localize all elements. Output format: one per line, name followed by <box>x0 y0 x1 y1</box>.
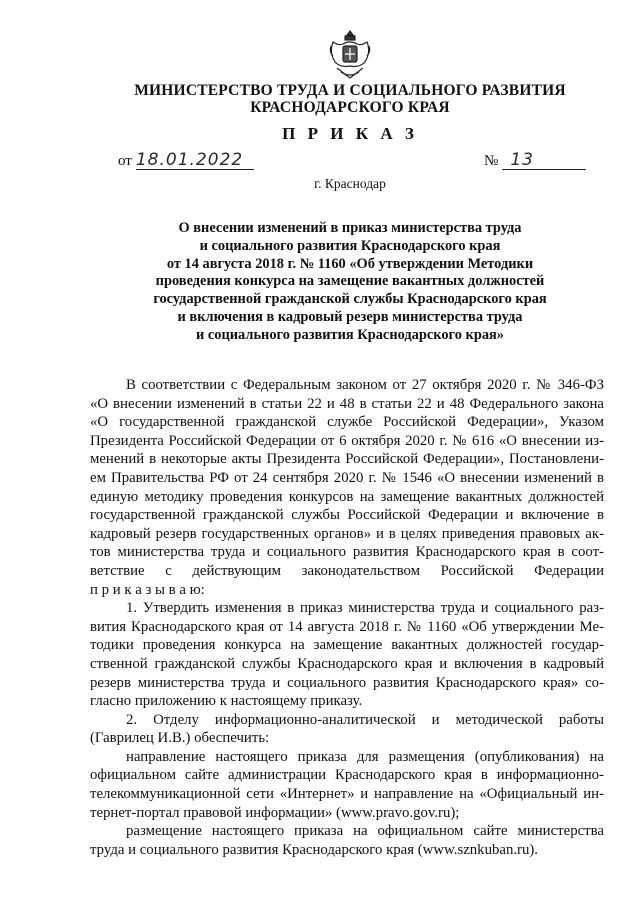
body-line: вития Краснодарского края от 14 августа 2018 г. № 1160 «Об утверждении Ме- <box>90 618 604 635</box>
body-line: телекоммуникационной сети «Интернет» и направление на «Официальный ин- <box>90 786 604 803</box>
body-line: «О государственной гражданской службе Российской Федерации», Указом <box>90 414 604 431</box>
date-line <box>136 152 254 170</box>
document-type: П Р И К А З <box>282 124 418 143</box>
body-line: ветствие с действующим законодательством Российской Федерации <box>90 562 604 579</box>
order-subject <box>110 220 590 345</box>
subject-line: государственной гражданской службы Краснодарского края <box>153 291 547 308</box>
order-body <box>90 376 604 859</box>
date-value: 18.01.2022 <box>135 150 244 170</box>
body-line: государственной гражданской службы Российской Федерации и включение в <box>90 507 604 524</box>
subject-line: и включения в кадровый резерв министерства труда <box>177 308 523 325</box>
ministry-name <box>100 82 600 116</box>
body-line: «О внесении изменений в статьи 22 и 48 в статьи 22 и 48 Федерального закона <box>90 395 604 412</box>
date-field <box>118 152 254 170</box>
ministry-line-2: КРАСНОДАРСКОГО КРАЯ <box>250 99 450 116</box>
body-line: 2. Отделу информационно-аналитической и методической работы <box>126 711 604 728</box>
subject-line: от 14 августа 2018 г. № 1160 «Об утверждении Методики <box>166 255 534 272</box>
body-line: Президента Российской Федерации от 6 октября 2020 г. № 616 «О внесении из- <box>90 432 604 449</box>
number-prefix: № <box>484 153 499 169</box>
number-value: 13 <box>510 150 534 170</box>
body-line: гласно приложению к настоящему приказу. <box>90 693 363 710</box>
body-line: п р и к а з ы в а ю: <box>90 581 205 598</box>
body-line: направление настоящего приказа для размещения (опубликования) на <box>126 748 604 765</box>
coat-of-arms-icon <box>327 28 373 82</box>
body-line: (Гаврилец И.В.) обеспечить: <box>90 730 270 747</box>
ministry-line-1: МИНИСТЕРСТВО ТРУДА И СОЦИАЛЬНОГО РАЗВИТИЯ <box>134 82 566 99</box>
subject-line: и социального развития Краснодарского края» <box>196 326 504 343</box>
subject-line: О внесении изменений в приказ министерства труда <box>178 220 522 236</box>
body-line: тернет-портал правовой информации» (www.pravo.gov.ru); <box>90 804 460 821</box>
city: г. Краснодар <box>314 176 386 191</box>
body-line: 1. Утвердить изменения в приказ министерства труда и социального раз- <box>126 600 604 617</box>
body-line: кадровый резерв государственных органов» и в целях приведения правовых ак- <box>90 525 604 542</box>
body-line: В соответствии с Федеральным законом от 27 октября 2020 г. № 346-ФЗ <box>126 377 604 393</box>
subject-line: проведения конкурса на замещение вакантных должностей <box>155 273 545 290</box>
body-line: тодики проведения конкурса на замещение вакантных должностей государ- <box>90 637 604 654</box>
date-prefix: от <box>118 153 132 169</box>
body-line: ственной гражданской службы Краснодарского края и включения в кадровый <box>90 655 604 672</box>
body-line: резерв министерства труда и социального развития Краснодарского края» со- <box>90 674 604 691</box>
number-field <box>484 152 586 170</box>
number-line <box>502 152 586 170</box>
body-line: менений в некоторые акты Президента Российской Федерации», Постановлени- <box>90 451 604 468</box>
body-line: ем Правительства РФ от 24 сентября 2020 г. № 1546 «О внесении изменений в <box>90 469 604 486</box>
body-line: единую методику проведения конкурсов на замещение вакантных должностей <box>90 488 604 505</box>
body-line: труда и социального развития Краснодарского края (www.sznkuban.ru). <box>90 841 538 858</box>
body-line: официальном сайте администрации Краснодарского края в информационно- <box>90 767 604 784</box>
body-line: размещение настоящего приказа на официальном сайте министерства <box>126 823 604 840</box>
body-line: тов министерства труда и социального развития Краснодарского края в соот- <box>90 544 604 561</box>
subject-line: и социального развития Краснодарского края <box>199 237 501 254</box>
